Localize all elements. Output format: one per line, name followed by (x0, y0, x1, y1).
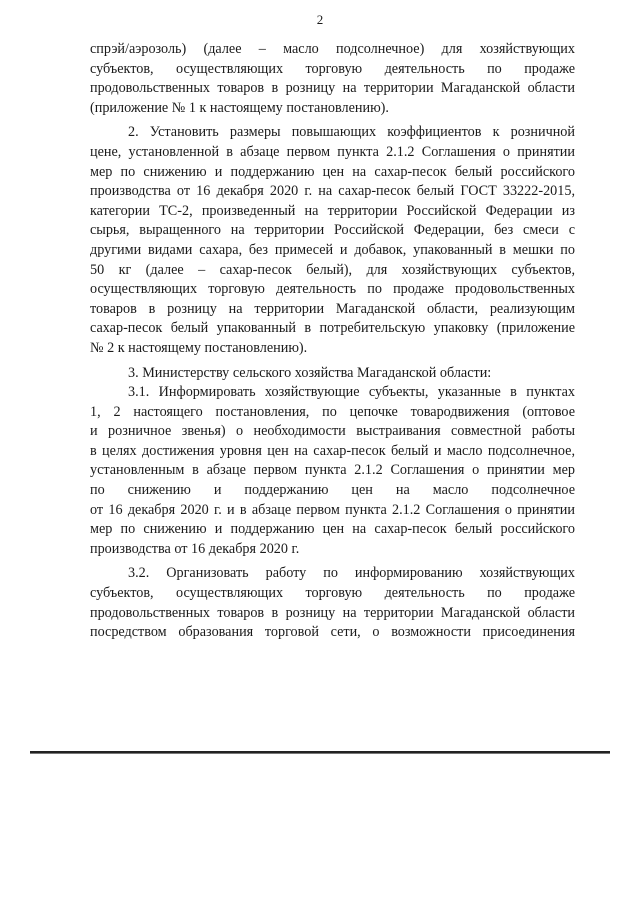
text-line: по снижению и поддержанию цен на масло подсолнечное (90, 482, 575, 499)
text-line: и розничное звенья) о необходимости выстраивания совместной работы (90, 423, 575, 440)
text-line: мер по снижению и поддержанию цен на сахар-песок белый российского (90, 163, 575, 180)
paragraph-item-3-2 (90, 564, 575, 642)
paragraph-item-2 (90, 123, 575, 358)
text-line: в целях достижения уровня цен на сахар-песок белый и масло подсолнечное, (90, 442, 575, 459)
text-line: 3.2. Организовать работу по информированию хозяйствующих (128, 565, 575, 582)
text-line: продовольственных товаров в розницу на территории Магаданской области (90, 604, 575, 621)
text-line: осуществляющих торговую деятельность по продаже продовольственных (90, 281, 575, 298)
text-line: субъектов, осуществляющих торговую деятельность по продаже (90, 585, 575, 602)
text-line: сахар-песок белый упакованный в потребительскую упаковку (приложение (90, 320, 575, 337)
text-line: другими видами сахара, без примесей и добавок, упакованный в мешки по (90, 241, 575, 258)
paragraph-item-3 (90, 364, 575, 384)
text-line: производства от 16 декабря 2020 г. (90, 540, 300, 557)
text-line: субъектов, осуществляющих торговую деятельность по продаже (90, 60, 575, 77)
text-line: сырья, выращенного на территории Российской Федерации, без смеси с (90, 222, 575, 239)
text-line: от 16 декабря 2020 г. и в абзаце первом пункта 2.1.2 Соглашения о принятии (90, 501, 575, 518)
page-number: 2 (316, 12, 324, 27)
paragraph-item-3-1 (90, 383, 575, 559)
text-line: 50 кг (далее – сахар-песок белый), для хозяйствующих субъектов, (90, 261, 575, 278)
paragraph-continuation (90, 40, 575, 118)
document-body (90, 40, 575, 643)
text-line: товаров в розницу на территории Магаданской области, реализующим (90, 300, 575, 317)
text-line: 3. Министерству сельского хозяйства Магаданской области: (128, 364, 492, 381)
text-line: категории ТС-2, произведенный на территории Российской Федерации из (90, 202, 575, 219)
text-line: цене, установленной в абзаце первом пункта 2.1.2 Соглашения о принятии (90, 143, 575, 160)
text-line: 3.1. Информировать хозяйствующие субъекты, указанные в пунктах (128, 384, 575, 401)
text-line: спрэй/аэрозоль) (далее – масло подсолнечное) для хозяйствующих (90, 41, 575, 57)
text-line: 1, 2 настоящего постановления, по цепочке товародвижения (оптовое (90, 403, 575, 420)
text-line: продовольственных товаров в розницу на территории Магаданской области (90, 80, 575, 97)
text-line: производства от 16 декабря 2020 г. на сахар-песок белый ГОСТ 33222-2015, (90, 183, 575, 200)
text-line: (приложение № 1 к настоящему постановлению). (90, 99, 389, 116)
text-line: мер по снижению и поддержанию цен на сахар-песок белый российского (90, 521, 575, 538)
text-line: установленным в абзаце первом пункта 2.1.2 Соглашения о принятии мер (90, 462, 575, 479)
text-line: посредством образования торговой сети, о возможности присоединения (90, 624, 575, 641)
page-bottom-rule-shadow (30, 753, 610, 754)
text-line: № 2 к настоящему постановлению). (90, 339, 308, 356)
text-line: 2. Установить размеры повышающих коэффициентов к розничной (128, 124, 575, 141)
